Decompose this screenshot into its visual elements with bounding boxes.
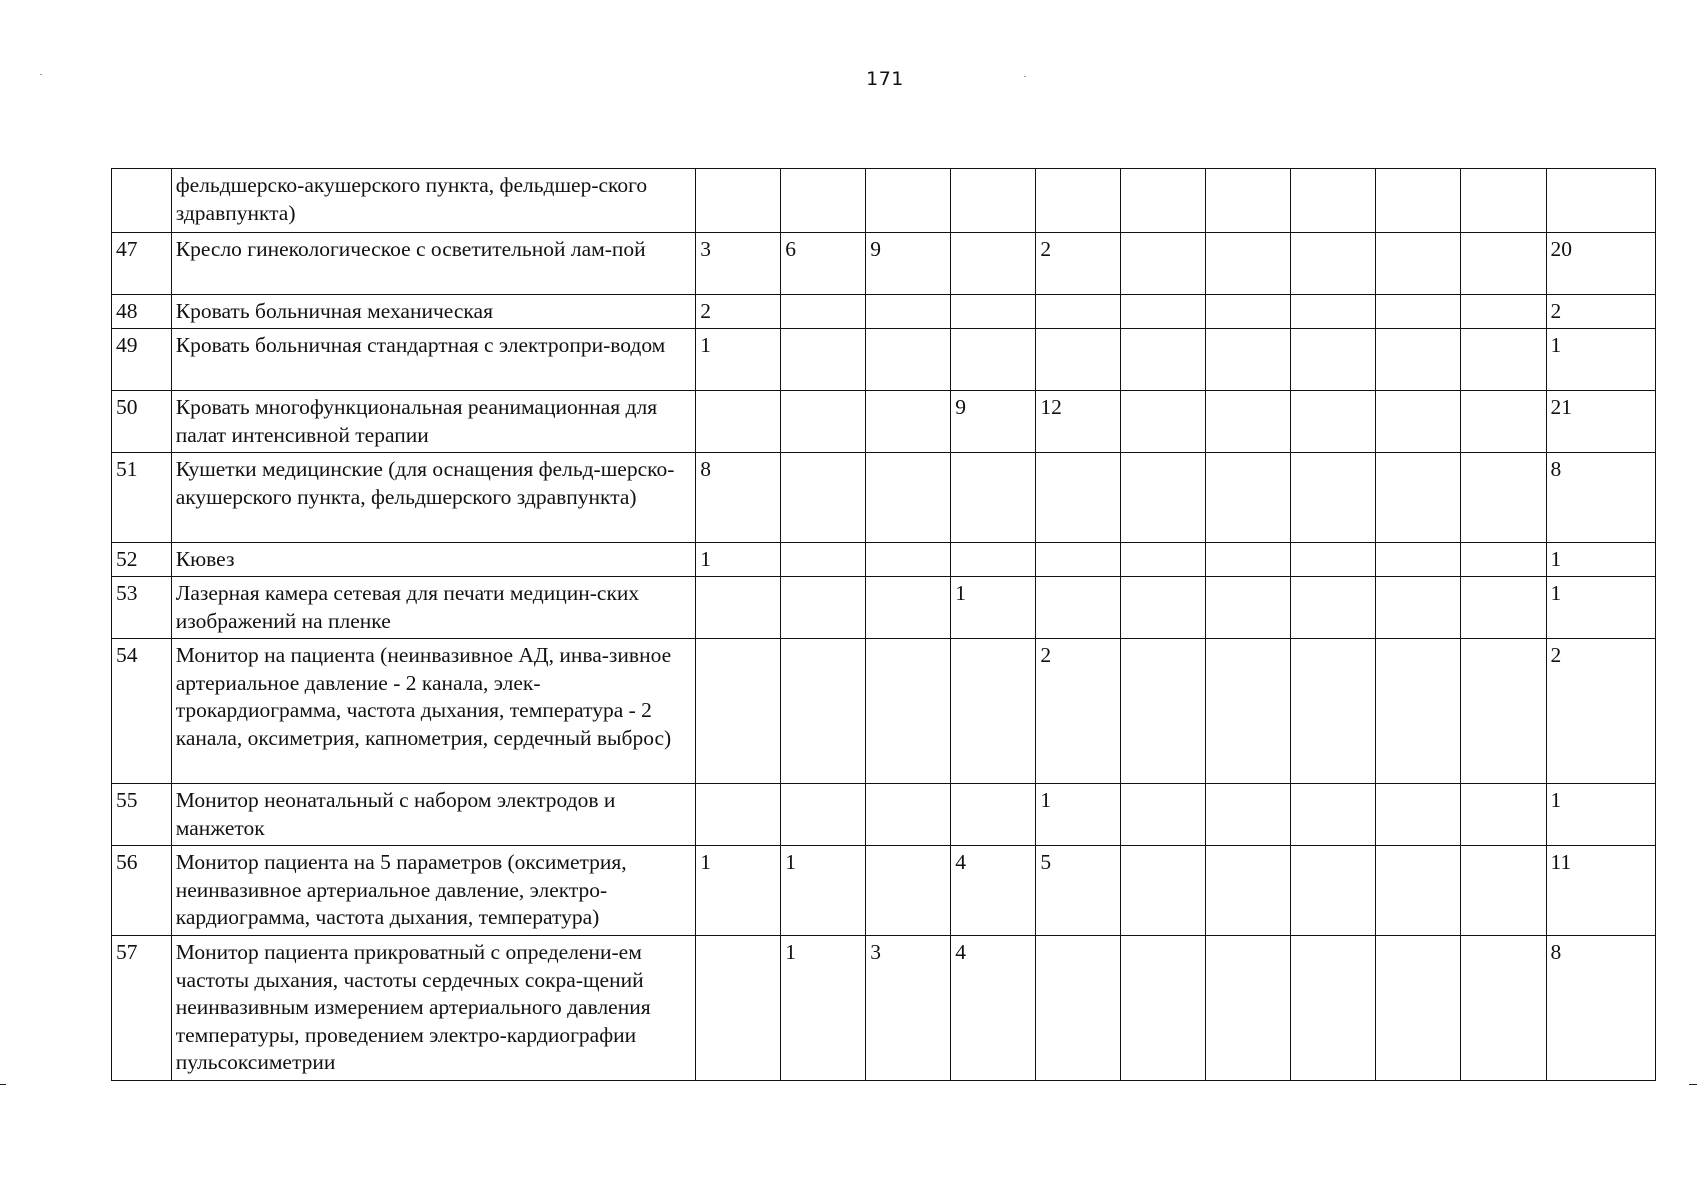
equipment-name-cell: Монитор на пациента (неинвазивное АД, инва-зивное артериальное давление - 2 канала, элек-трокардиограмма, частота дыхания, температура - 2 канала, оксиметрия, капнометрия, сердечный выброс) [171, 639, 695, 784]
total-cell: 21 [1546, 391, 1656, 453]
quantity-cell [1291, 936, 1376, 1081]
scan-speck [1024, 76, 1026, 77]
quantity-cell [1461, 169, 1546, 233]
quantity-cell [866, 846, 951, 936]
row-number-cell: 54 [112, 639, 172, 784]
quantity-cell [951, 453, 1036, 543]
quantity-cell [1376, 784, 1461, 846]
table-row [112, 936, 1656, 1081]
quantity-cell [1121, 639, 1206, 784]
quantity-cell [951, 639, 1036, 784]
equipment-name-cell: Кровать больничная механическая [171, 295, 695, 329]
quantity-cell: 1 [781, 846, 866, 936]
equipment-name-cell: Кровать больничная стандартная с электропри-водом [171, 329, 695, 391]
quantity-cell [781, 295, 866, 329]
quantity-cell [1291, 543, 1376, 577]
total-cell: 20 [1546, 233, 1656, 295]
quantity-cell [1036, 543, 1121, 577]
page-number: 171 [866, 68, 904, 90]
table-row [112, 784, 1656, 846]
quantity-cell [1121, 295, 1206, 329]
quantity-cell [866, 391, 951, 453]
row-number-cell: 47 [112, 233, 172, 295]
quantity-cell [1461, 846, 1546, 936]
row-number-cell: 48 [112, 295, 172, 329]
quantity-cell [1461, 329, 1546, 391]
quantity-cell [1121, 391, 1206, 453]
quantity-cell [1376, 329, 1461, 391]
quantity-cell [1036, 329, 1121, 391]
total-cell [1546, 169, 1656, 233]
total-cell: 2 [1546, 295, 1656, 329]
total-cell: 1 [1546, 577, 1656, 639]
quantity-cell [781, 543, 866, 577]
quantity-cell: 1 [781, 936, 866, 1081]
equipment-name-cell: Монитор пациента на 5 параметров (оксиметрия, неинвазивное артериальное давление, электро-кардиограмма, частота дыхания, температура) [171, 846, 695, 936]
total-cell: 11 [1546, 846, 1656, 936]
table-row [112, 233, 1656, 295]
equipment-name-cell: Кресло гинекологическое с осветительной лам-пой [171, 233, 695, 295]
quantity-cell [1121, 577, 1206, 639]
quantity-cell [1461, 577, 1546, 639]
quantity-cell [781, 577, 866, 639]
total-cell: 1 [1546, 543, 1656, 577]
quantity-cell [1206, 391, 1291, 453]
quantity-cell [781, 784, 866, 846]
quantity-cell [1036, 577, 1121, 639]
quantity-cell [1291, 329, 1376, 391]
quantity-cell [1291, 169, 1376, 233]
total-cell: 8 [1546, 936, 1656, 1081]
table-row [112, 329, 1656, 391]
quantity-cell: 2 [696, 295, 781, 329]
equipment-table [111, 168, 1656, 1081]
quantity-cell [1206, 329, 1291, 391]
quantity-cell [1461, 391, 1546, 453]
quantity-cell [1291, 391, 1376, 453]
quantity-cell [1206, 936, 1291, 1081]
quantity-cell [696, 639, 781, 784]
scan-speck [40, 74, 42, 75]
quantity-cell [866, 295, 951, 329]
quantity-cell [1206, 846, 1291, 936]
quantity-cell [1291, 846, 1376, 936]
quantity-cell [1121, 233, 1206, 295]
quantity-cell [1461, 543, 1546, 577]
row-number-cell [112, 169, 172, 233]
quantity-cell [866, 639, 951, 784]
quantity-cell [1206, 639, 1291, 784]
equipment-name-cell: фельдшерско-акушерского пункта, фельдшер-ского здравпункта) [171, 169, 695, 233]
row-number-cell: 53 [112, 577, 172, 639]
total-cell: 2 [1546, 639, 1656, 784]
quantity-cell [1121, 936, 1206, 1081]
quantity-cell: 4 [951, 936, 1036, 1081]
table-row [112, 846, 1656, 936]
quantity-cell [1036, 169, 1121, 233]
quantity-cell: 2 [1036, 639, 1121, 784]
quantity-cell [1461, 639, 1546, 784]
quantity-cell [1206, 169, 1291, 233]
quantity-cell [1376, 295, 1461, 329]
table-row [112, 543, 1656, 577]
total-cell: 1 [1546, 784, 1656, 846]
quantity-cell [696, 169, 781, 233]
quantity-cell: 3 [696, 233, 781, 295]
equipment-name-cell: Лазерная камера сетевая для печати медицин-ских изображений на пленке [171, 577, 695, 639]
quantity-cell [951, 169, 1036, 233]
quantity-cell [1206, 295, 1291, 329]
quantity-cell: 1 [951, 577, 1036, 639]
quantity-cell [1291, 295, 1376, 329]
equipment-name-cell: Монитор пациента прикроватный с определени-ем частоты дыхания, частоты сердечных сокра-щений неинвазивным измерением артериального давления температуры, проведением электро-кардиографии пульсоксиметрии [171, 936, 695, 1081]
quantity-cell [696, 391, 781, 453]
quantity-cell: 9 [951, 391, 1036, 453]
equipment-name-cell: Кровать многофункциональная реанимационная для палат интенсивной терапии [171, 391, 695, 453]
quantity-cell [781, 453, 866, 543]
quantity-cell: 4 [951, 846, 1036, 936]
quantity-cell [1121, 169, 1206, 233]
quantity-cell [1376, 169, 1461, 233]
quantity-cell [1036, 453, 1121, 543]
scan-edge-mark-left [0, 1084, 6, 1085]
total-cell: 1 [1546, 329, 1656, 391]
quantity-cell [1461, 233, 1546, 295]
table-row [112, 391, 1656, 453]
quantity-cell [1206, 233, 1291, 295]
quantity-cell [781, 169, 866, 233]
quantity-cell [1291, 453, 1376, 543]
equipment-name-cell: Кювез [171, 543, 695, 577]
quantity-cell: 12 [1036, 391, 1121, 453]
quantity-cell [1121, 784, 1206, 846]
quantity-cell: 1 [696, 543, 781, 577]
quantity-cell [1376, 391, 1461, 453]
quantity-cell [866, 453, 951, 543]
quantity-cell [866, 169, 951, 233]
quantity-cell [696, 936, 781, 1081]
table-row [112, 295, 1656, 329]
quantity-cell [781, 329, 866, 391]
quantity-cell [866, 577, 951, 639]
quantity-cell: 6 [781, 233, 866, 295]
row-number-cell: 50 [112, 391, 172, 453]
quantity-cell [951, 543, 1036, 577]
quantity-cell [866, 543, 951, 577]
table-row [112, 577, 1656, 639]
quantity-cell: 1 [696, 846, 781, 936]
row-number-cell: 52 [112, 543, 172, 577]
quantity-cell: 5 [1036, 846, 1121, 936]
quantity-cell [1036, 295, 1121, 329]
quantity-cell [951, 784, 1036, 846]
row-number-cell: 55 [112, 784, 172, 846]
quantity-cell [1461, 784, 1546, 846]
quantity-cell [781, 639, 866, 784]
total-cell: 8 [1546, 453, 1656, 543]
row-number-cell: 49 [112, 329, 172, 391]
quantity-cell: 1 [696, 329, 781, 391]
quantity-cell [951, 233, 1036, 295]
quantity-cell [1376, 577, 1461, 639]
quantity-cell [1121, 846, 1206, 936]
quantity-cell [1291, 639, 1376, 784]
quantity-cell [1206, 784, 1291, 846]
equipment-name-cell: Монитор неонатальный с набором электродов и манжеток [171, 784, 695, 846]
quantity-cell: 1 [1036, 784, 1121, 846]
quantity-cell [1461, 295, 1546, 329]
quantity-cell: 3 [866, 936, 951, 1081]
quantity-cell [781, 391, 866, 453]
quantity-cell [1206, 577, 1291, 639]
quantity-cell [1461, 453, 1546, 543]
equipment-table-body [112, 169, 1656, 1081]
quantity-cell [1291, 784, 1376, 846]
quantity-cell [951, 329, 1036, 391]
quantity-cell [1036, 936, 1121, 1081]
quantity-cell [1376, 846, 1461, 936]
table-row [112, 169, 1656, 233]
quantity-cell [1121, 329, 1206, 391]
quantity-cell [1121, 543, 1206, 577]
quantity-cell [1206, 453, 1291, 543]
quantity-cell [1376, 543, 1461, 577]
table-row [112, 639, 1656, 784]
quantity-cell [1376, 233, 1461, 295]
scan-edge-mark-right [1689, 1084, 1697, 1085]
quantity-cell [1461, 936, 1546, 1081]
quantity-cell [1376, 453, 1461, 543]
quantity-cell: 9 [866, 233, 951, 295]
quantity-cell [951, 295, 1036, 329]
quantity-cell: 8 [696, 453, 781, 543]
quantity-cell [1376, 936, 1461, 1081]
quantity-cell: 2 [1036, 233, 1121, 295]
table-row [112, 453, 1656, 543]
quantity-cell [1376, 639, 1461, 784]
row-number-cell: 51 [112, 453, 172, 543]
quantity-cell [696, 577, 781, 639]
row-number-cell: 56 [112, 846, 172, 936]
row-number-cell: 57 [112, 936, 172, 1081]
equipment-name-cell: Кушетки медицинские (для оснащения фельд-шерско-акушерского пункта, фельдшерского здравпункта) [171, 453, 695, 543]
quantity-cell [696, 784, 781, 846]
quantity-cell [1121, 453, 1206, 543]
quantity-cell [1291, 577, 1376, 639]
quantity-cell [866, 329, 951, 391]
quantity-cell [1291, 233, 1376, 295]
quantity-cell [866, 784, 951, 846]
quantity-cell [1206, 543, 1291, 577]
